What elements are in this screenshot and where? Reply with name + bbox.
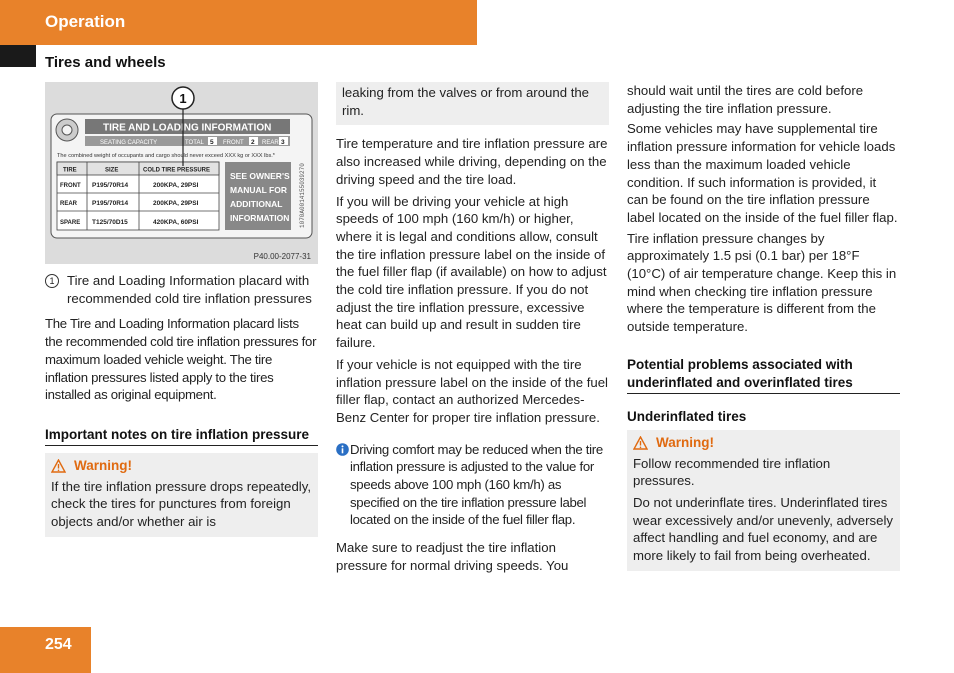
section-title: Operation (45, 12, 126, 31)
total-value: 5 (210, 139, 214, 146)
paragraph: Tire temperature and tire inflation pressure are also increased while driving, depending on the driving speed and the tire load. (336, 136, 608, 187)
warning-text: Follow recommended tire inflation pressures. (633, 455, 831, 489)
warning-box (45, 453, 318, 537)
heading-rule (627, 356, 900, 394)
col-size-header: SIZE (105, 167, 119, 174)
caption-text: Tire and Loading Information placard with recommended cold tire inflation pressures (67, 273, 312, 306)
table-cell: REAR (60, 201, 78, 207)
pressure-table (57, 162, 219, 230)
warning-label: Warning! (656, 434, 714, 450)
caption-number: 1 (45, 274, 59, 288)
col-tire-header: TIRE (63, 167, 77, 174)
callout-number: 1 (179, 91, 187, 106)
table-cell: P195/70R14 (92, 182, 129, 189)
section-heading: Potential problems associated with underinflated and overinflated tires (627, 356, 853, 390)
warning-text: leaking from the valves or from around the rim. (342, 85, 590, 118)
heading-rule (45, 426, 318, 446)
table-cell: T125/70D15 (92, 219, 128, 226)
see-owners-line: MANUAL FOR (230, 185, 287, 195)
paragraph: Tire inflation pressure changes by approximately 1.5 psi (0.1 bar) per 18°F (10°C) of air temperature change. Keep this in mind when checking tire inflation pressure where the temperature is different from the outside temperature. (627, 230, 897, 335)
tire-placard-illustration (45, 82, 318, 264)
section-heading: Important notes on tire inflation pressure (45, 426, 310, 442)
placard-serial: 1070A0014155039270 (299, 163, 306, 228)
info-icon (336, 443, 349, 456)
table-cell: FRONT (60, 183, 81, 189)
paragraph: Some vehicles may have supplemental tire inflation pressure information for vehicle loads less than the maximum loaded vehicle condition. If such information is provided, it can be found on the tire inflation pressure label located on the inside of the fuel filler flap. (627, 121, 898, 225)
warning-label: Warning! (74, 457, 132, 473)
front-label: FRONT (223, 140, 244, 146)
warning-triangle-icon (51, 459, 66, 473)
column-1 (45, 82, 318, 537)
table-cell: 200KPA, 29PSI (153, 182, 199, 189)
tire-placard-figure (45, 82, 318, 264)
table-cell: 420KPA, 60PSI (153, 219, 199, 226)
rear-label: REAR (262, 140, 279, 146)
paragraph: The Tire and Loading Information placard lists the recommended cold tire inflation pressures for maximum loaded vehicle weight. The tire inflation pressures listed apply to the tires installed as original equipment. (45, 316, 317, 403)
warning-triangle-icon (633, 436, 648, 450)
seating-capacity-label: SEATING CAPACITY (100, 140, 158, 146)
figure-caption (45, 272, 318, 307)
see-owners-line: ADDITIONAL (230, 199, 283, 209)
warning-text: Do not underinflate tires. Underinflated tires wear excessively and/or unevenly, adversely affect handling and fuel economy, and are more likely to fail from being overheated. (633, 494, 893, 564)
see-owners-line: INFORMATION (230, 213, 290, 223)
col-pressure-header: COLD TIRE PRESSURE (143, 167, 211, 174)
table-cell: SPARE (60, 220, 81, 226)
subsection-heading: Underinflated tires (627, 408, 747, 424)
paragraph: should wait until the tires are cold before adjusting the tire inflation pressure. (627, 83, 864, 116)
figure-reference: P40.00-2077-31 (253, 252, 311, 261)
info-note (336, 441, 609, 534)
total-label: TOTAL (185, 140, 204, 146)
page-number: 254 (45, 636, 72, 653)
rear-value: 3 (281, 139, 285, 146)
column-2 (336, 82, 609, 579)
subsection-title: Tires and wheels (45, 54, 166, 71)
warning-box (627, 430, 900, 571)
info-text: Driving comfort may be reduced when the tire inflation pressure is adjusted to the value for speeds above 100 mph (160 km/h) as specified on the tire inflation pressure label located on the inside of the fuel filler flap. (350, 441, 603, 528)
table-cell: P195/70R14 (92, 200, 129, 207)
column-3 (627, 82, 900, 571)
see-owners-line: SEE OWNER'S (230, 171, 290, 181)
paragraph: Make sure to readjust the tire inflation pressure for normal driving speeds. You (336, 540, 569, 573)
weight-line: The combined weight of occupants and cargo should never exceed XXX kg or XXX lbs.* (57, 153, 275, 159)
paragraph: If you will be driving your vehicle at high speeds of 100 mph (160 km/h) or higher, where it is legal and conditions allow, consult the tire inflation pressure label on the inside of the fuel filler flap (if available) on how to adjust the cold tire inflation pressure. If you do not adjust the tire inflation pressure, excessive heat can build up and result in sudden tire failure. (336, 193, 607, 351)
placard-title: TIRE AND LOADING INFORMATION (103, 122, 272, 134)
paragraph: If your vehicle is not equipped with the tire inflation pressure label on the inside of the fuel filler flap, contact an authorized Mercedes-Benz Center for proper tire inflation pressure. (336, 356, 608, 425)
warning-text: If the tire inflation pressure drops repeatedly, check the tires for punctures from foreign objects and/or whether air is (51, 478, 311, 530)
front-value: 2 (251, 139, 255, 146)
section-tab-marker (0, 45, 36, 67)
warning-box-continued (336, 82, 609, 125)
table-cell: 200KPA, 29PSI (153, 200, 199, 207)
